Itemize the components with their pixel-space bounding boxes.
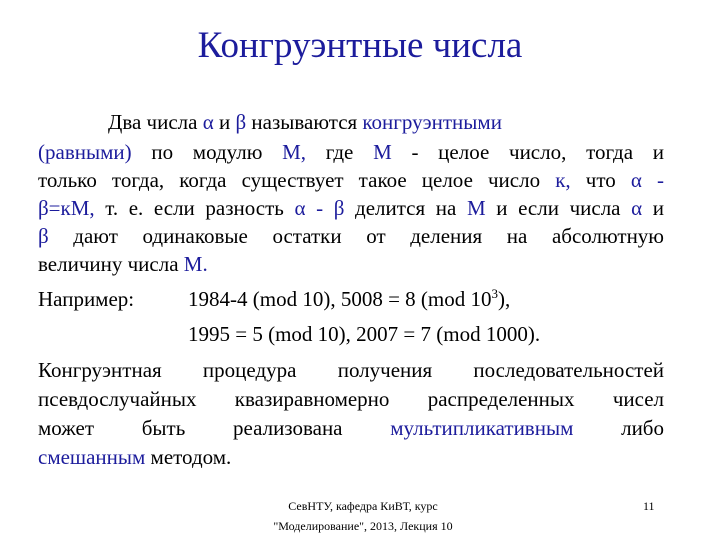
example-formula-2: 1995 = 5 (mod 10), 2007 = 7 (mod 1000). bbox=[188, 322, 541, 346]
definition-line-6: величину числа M. bbox=[38, 252, 208, 276]
definition-line-5: β дают одинаковые остатки от деления на абсолютную bbox=[38, 224, 664, 248]
term-multiplicative: мультипликативным bbox=[390, 416, 574, 440]
example-formula-1: 1984-4 (mod 10), 5008 = 8 (mod $10^3$), bbox=[188, 286, 511, 311]
procedure-line-1: Конгруэнтная процедура получения последовательностей bbox=[38, 358, 664, 382]
term-mixed: смешанным bbox=[38, 445, 146, 469]
page-number: 11 bbox=[643, 499, 655, 513]
beta-symbol: β bbox=[235, 110, 247, 134]
definition-line-2: (равными) по модулю M, где M - целое число, тогда и bbox=[38, 140, 664, 164]
term-equal: (равными) bbox=[38, 140, 132, 164]
term-congruent: конгруэнтными bbox=[362, 110, 502, 134]
procedure-line-4: смешанным методом. bbox=[38, 445, 232, 469]
definition-line-1: Два числа α и β называются конгруэнтными bbox=[108, 110, 502, 134]
footer-line-2: "Моделирование", 2013, Лекция 10 bbox=[273, 519, 453, 533]
procedure-line-3: может быть реализована мультипликативным либо bbox=[38, 416, 664, 440]
definition-line-4: β=кM, т. е. если разность α - β делится на M и если числа α и bbox=[38, 196, 664, 220]
example-line-1 bbox=[38, 285, 664, 313]
procedure-line-2: псевдослучайных квазиравномерно распределенных чисел bbox=[38, 387, 664, 411]
definition-line-3: только тогда, когда существует такое целое число к, что α - bbox=[38, 168, 664, 192]
slide-footer bbox=[213, 496, 513, 536]
footer-line-1: СевНТУ, кафедра КиВТ, курс bbox=[288, 499, 438, 513]
alpha-symbol: α bbox=[202, 110, 214, 134]
slide-title: Конгруэнтные числа bbox=[197, 25, 523, 66]
example-line-2 bbox=[38, 320, 664, 348]
example-label: Например: bbox=[38, 287, 135, 311]
